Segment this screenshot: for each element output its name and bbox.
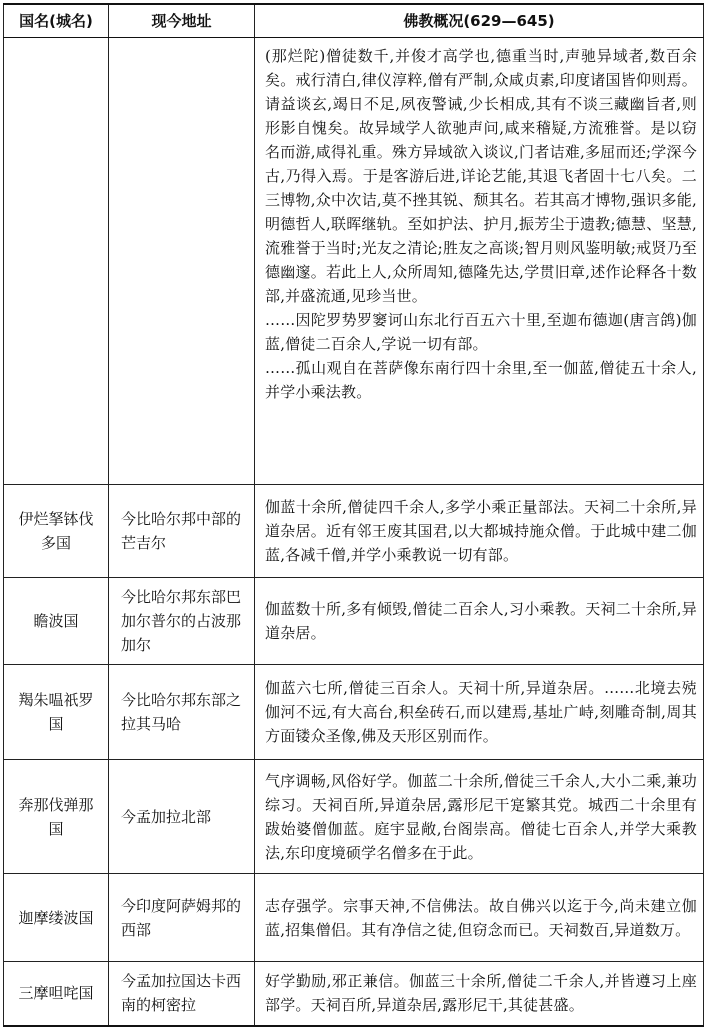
location: 今比哈尔邦东部之拉其马哈 bbox=[109, 665, 255, 760]
country-name: 三摩呾咤国 bbox=[4, 962, 109, 1026]
country-name: 奔那伐弹那国 bbox=[4, 760, 109, 874]
table-row bbox=[4, 485, 704, 578]
overview bbox=[255, 665, 704, 760]
table-row bbox=[4, 962, 704, 1026]
location: 今孟加拉国达卡西南的柯密拉 bbox=[109, 962, 255, 1026]
overview bbox=[255, 38, 704, 485]
overview-paragraph: ……孤山观自在菩萨像东南行四十余里,至一伽蓝,僧徒五十余人,并学小乘法教。 bbox=[265, 359, 697, 401]
overview bbox=[255, 962, 704, 1026]
country-name: 迦摩缕波国 bbox=[4, 874, 109, 962]
overview-paragraph: 伽蓝数十所,多有倾毁,僧徒二百余人,习小乘教。天祠二十余所,异道杂居。 bbox=[265, 600, 697, 642]
overview bbox=[255, 485, 704, 578]
overview-paragraph: ……因陀罗势罗窭诃山东北行百五六十里,至迦布德迦(唐言鸽)伽蓝,僧徒二百余人,学说一切有部。 bbox=[265, 311, 697, 353]
table-row bbox=[4, 874, 704, 962]
overview-paragraph: 伽蓝六七所,僧徒三百余人。天祠十所,异道杂居。……北境去殑伽河不远,有大高台,积垒砖石,而以建焉,基址广峙,刻雕奇制,周其方面镂众圣像,佛及天形区别而作。 bbox=[265, 679, 697, 745]
location: 今印度阿萨姆邦的西部 bbox=[109, 874, 255, 962]
country-name: 瞻波国 bbox=[4, 578, 109, 665]
table-row bbox=[4, 38, 704, 485]
country-name: 伊烂拏钵伐多国 bbox=[4, 485, 109, 578]
overview-paragraph: 气序调畅,风俗好学。伽蓝二十余所,僧徒三千余人,大小二乘,兼功综习。天祠百所,异道杂居,露形尼干寔繁其党。城西二十余里有跋始婆僧伽蓝。庭宇显敞,台阁崇高。僧徒七百余人,并学大乘教法,东印度境硕学名僧多在于此。 bbox=[265, 771, 697, 862]
overview bbox=[255, 760, 704, 874]
buddhism-table bbox=[3, 3, 704, 1027]
location: 今比哈尔邦东部巴加尔普尔的占波那加尔 bbox=[109, 578, 255, 665]
overview bbox=[255, 578, 704, 665]
location: 今比哈尔邦中部的芒吉尔 bbox=[109, 485, 255, 578]
header-overview: 佛教概况(629—645) bbox=[255, 4, 704, 38]
location bbox=[109, 38, 255, 485]
table-row bbox=[4, 665, 704, 760]
table-row bbox=[4, 760, 704, 874]
location: 今孟加拉北部 bbox=[109, 760, 255, 874]
country-name: 羯朱嗢祇罗国 bbox=[4, 665, 109, 760]
header-location: 现今地址 bbox=[109, 4, 255, 38]
header-row bbox=[4, 4, 704, 38]
overview-paragraph: 好学勤励,邪正兼信。伽蓝三十余所,僧徒二千余人,并皆遵习上座部学。天祠百所,异道杂居,露形尼干,其徒甚盛。 bbox=[265, 972, 697, 1015]
overview-paragraph: 伽蓝十余所,僧徒四千余人,多学小乘正量部法。天祠二十余所,异道杂居。近有邻王废其国君,以大都城持施众僧。于此城中建二伽蓝,各减千僧,并学小乘教说一切有部。 bbox=[265, 498, 697, 564]
overview-paragraph: 志存强学。宗事天神,不信佛法。故自佛兴以迄于今,尚未建立伽蓝,招集僧侣。其有净信之徒,但窃念而已。天祠数百,异道数万。 bbox=[265, 896, 697, 939]
overview-paragraph: (那烂陀)僧徒数千,并俊才高学也,德重当时,声驰异域者,数百余矣。戒行清白,律仪淳粹,僧有严制,众咸贞素,印度诸国皆仰则焉。请益谈玄,竭日不足,夙夜警诫,少长相成,其有不谈三藏幽旨者,则形影自愧矣。故异域学人欲驰声问,咸来稽疑,方流雅誉。是以窃名而游,咸得礼重。殊方异域欲入谈议,门者诘难,多屈而还;学深今古,乃得入焉。于是客游后进,详论艺能,其退飞者固十七八矣。二三博物,众中次诘,莫不挫其锐、颓其名。若其高才博物,强识多能,明德哲人,联晖继轨。至如护法、护月,振芳尘于遗教;德慧、坚慧,流雅誉于当时;光友之清论;胜友之高谈;智月则风鉴明敏;戒贤乃至德幽邃。若此上人,众所周知,德隆先达,学贯旧章,述作论释各十数部,并盛流通,见珍当世。 bbox=[265, 47, 697, 305]
overview bbox=[255, 874, 704, 962]
table-row bbox=[4, 578, 704, 665]
header-country: 国名(城名) bbox=[4, 4, 109, 38]
country-name bbox=[4, 38, 109, 485]
